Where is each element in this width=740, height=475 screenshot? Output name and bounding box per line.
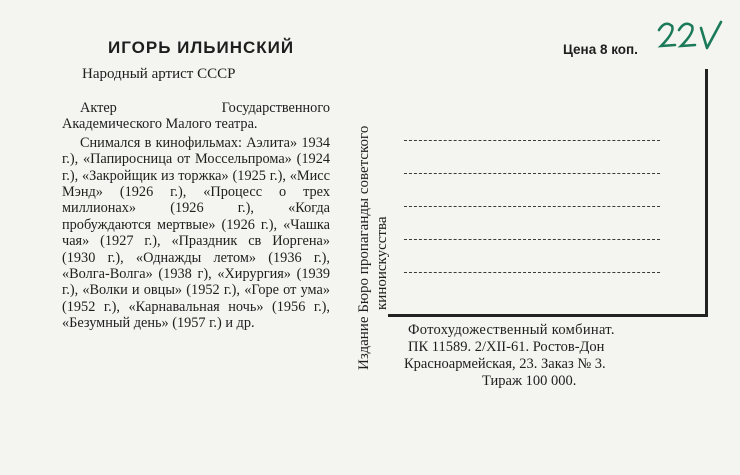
address-line bbox=[404, 239, 660, 240]
bio-paragraph-films: Снимался в кинофильмах: Аэлита» 1934 г.), «Папиросница от Моссельпрома» (1924 г.), «Закройщик из торжка» (1925 г.), «Мисс Мэнд» (1926 г.), «Процесс о трех миллионах» (1926 г.), «Когда пробуждаются мертвые» (1926 г.), «Чашка чая» (1927 г.), «Праздник св Иоргена» (1930 г.), «Однажды летом» (1936 г.), «Волга-Волга» (1938 г), «Хирургия» (1939 г.), «Волки и овцы» (1952 г.), «Горе от ума» (1952 г.), «Карнавальная ночь» (1956 г.), «Безумный день» (1957 г.) и др. bbox=[62, 134, 330, 332]
publisher-vertical-svg bbox=[350, 70, 390, 370]
imprint-line-4: Тираж 100 000. bbox=[482, 373, 577, 389]
publisher-line-2: киноискусства bbox=[374, 216, 390, 310]
actor-title: Народный артист СССР bbox=[82, 66, 236, 82]
handwritten-number-svg bbox=[655, 18, 725, 58]
address-line bbox=[404, 173, 660, 174]
publisher-line-1: Издание Бюро пропаганды советского bbox=[356, 125, 372, 370]
address-line bbox=[404, 140, 660, 141]
bio-paragraph-theatre: Актер Государственного Академического Малого театра. bbox=[62, 100, 330, 133]
actor-biography bbox=[62, 100, 330, 332]
imprint-line-2: ПК 11589. 2/XII-61. Ростов-Дон bbox=[408, 339, 605, 355]
printer-imprint bbox=[404, 322, 704, 390]
publisher-vertical-text bbox=[350, 70, 390, 370]
address-lines bbox=[404, 140, 660, 273]
address-line bbox=[404, 272, 660, 273]
imprint-line-3: Красноармейская, 23. Заказ № 3. bbox=[404, 356, 606, 372]
price-label: Цена 8 коп. bbox=[563, 42, 638, 57]
actor-name: ИГОРЬ ИЛЬИНСКИЙ bbox=[108, 38, 295, 57]
handwritten-mark bbox=[655, 18, 725, 58]
imprint-line-1: Фотохудожественный комбинат. bbox=[408, 322, 615, 338]
address-line bbox=[404, 206, 660, 207]
